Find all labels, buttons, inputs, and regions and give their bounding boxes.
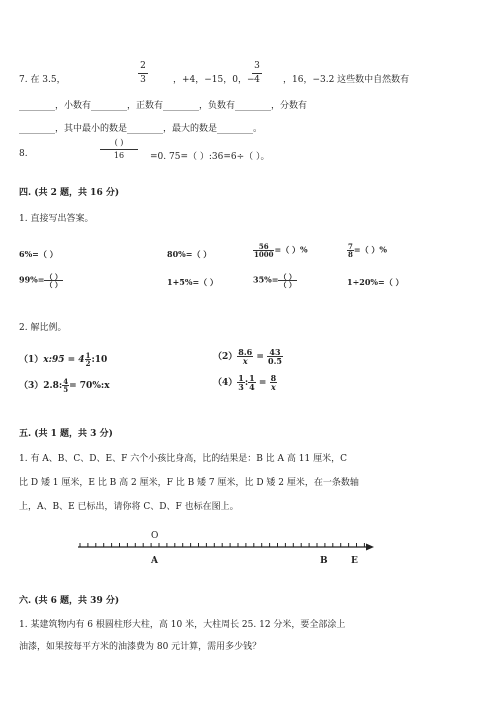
s4-r2-c1-den: （ ） xyxy=(45,280,62,289)
s4-p2-a-den: x xyxy=(242,356,248,366)
s4-p4: （4） $\frac{1}{3}$ : $\frac{1}{4}$ = $\frac{8}{x}$ xyxy=(213,373,277,392)
s4-p1-frac-num: 1 xyxy=(85,351,91,360)
s4-r2-c4: 1÷20%=（ ） xyxy=(347,277,404,287)
section-5-title: 五. (共 1 题，共 3 分) xyxy=(19,429,113,439)
q8-frac-den: 16 xyxy=(113,151,125,160)
s4-p1-pre: （1） xyxy=(19,355,44,365)
q7-line2: ________，小数有________，正数有________，负数有________，分数有 xyxy=(19,101,308,111)
s4-p3-main: 2.8: xyxy=(43,381,63,391)
s4-p4-b-num: 1 xyxy=(249,373,255,383)
number-line-point-b-label: B xyxy=(320,556,328,566)
s6-line2: 油漆，如果按每平方米的油漆费为 80 元计算，需用多少钱？ xyxy=(19,642,262,652)
s4-r2-c1-num: （ ） xyxy=(45,272,62,281)
s4-r1-c3-rest: =（ ）% xyxy=(274,244,308,255)
s4-p2-pre: （2） xyxy=(213,352,238,362)
s4-p2-b-den: 0.5 xyxy=(268,356,282,366)
number-line-arrow xyxy=(366,544,374,551)
s4-p3-pre: （3） xyxy=(19,381,44,391)
s4-p3-frac-den: 5 xyxy=(63,385,69,394)
q8-label: 8. xyxy=(19,149,28,159)
s4-r1-c2: 80%=（ ） xyxy=(167,249,212,259)
number-line-point-e-label: E xyxy=(351,556,358,566)
q7-frac-a-den: 3 xyxy=(140,75,146,85)
s4-p1-frac-den: 2 xyxy=(85,359,91,368)
s6-line1: 1. 某建筑物内有 6 根圆柱形大柱，高 10 米，大柱周长 25. 12 分米，要全部涂上 xyxy=(19,620,346,630)
s5-line3: 上，A、B、E 已标出，请你将 C、D、F 也标在图上。 xyxy=(19,502,239,512)
s4-p1-main: x:95 = 4 xyxy=(43,355,85,365)
s4-r2-c2: 1+5%=（ ） xyxy=(167,277,218,287)
q7-line1-b: ，+4，−15，0，− xyxy=(173,75,255,85)
q8-rest: =0. 75=（ ）:36=6÷（ ）。 xyxy=(150,152,270,162)
section-4-title: 四. (共 2 题，共 16 分) xyxy=(19,188,120,198)
s4-r2-c1-pre: 99%= xyxy=(19,274,45,285)
q7-frac-a-num: 2 xyxy=(140,61,146,71)
s4-p4-a-num: 1 xyxy=(238,373,244,383)
number-line-point-a-label: A xyxy=(151,556,158,566)
s4-p4-b-den: 4 xyxy=(249,382,255,392)
q7-frac-b-num: 3 xyxy=(254,61,260,71)
q8-frac-num: ( ) xyxy=(114,138,124,147)
section-6-title: 六. (共 6 题，共 39 分) xyxy=(19,596,120,606)
s4-p3-frac-num: 4 xyxy=(63,377,69,386)
s4-r1-c3-num: 56 xyxy=(253,243,274,251)
s4-r2-c3-den: （ ） xyxy=(279,280,296,289)
s4-r1-c4-rest: =（ ）% xyxy=(353,244,387,255)
number-line xyxy=(78,543,374,551)
s4-p4-c-den: x xyxy=(270,382,276,392)
s4-p4-pre: （4） xyxy=(213,378,238,388)
s4-r1-c3-den: 1000 xyxy=(254,250,274,259)
s4-p2-b-num: 43 xyxy=(267,348,283,357)
s4-r2-c3-pre: 35%= xyxy=(253,274,279,285)
s4-p3-post: = 70%:x xyxy=(69,381,110,391)
q7-frac-b-den: 4 xyxy=(254,75,260,85)
s4-r1-c1: 6%=（ ） xyxy=(19,249,58,259)
number-line-origin-label: O xyxy=(151,531,159,541)
s4-p4-c-num: 8 xyxy=(270,373,277,383)
q7-line3: ________，其中最小的数是________，最大的数是________。 xyxy=(19,124,263,134)
q7-line1-a: 7. 在 3.5， xyxy=(19,75,66,85)
s4-q1-label: 1. 直接写出答案。 xyxy=(19,214,94,224)
s4-r1-c4-den: 8 xyxy=(348,250,353,259)
q7-line1-c: ，16，−3.2 这些数中自然数有 xyxy=(283,75,410,85)
s4-p2-a-num: 8.6 xyxy=(238,347,253,357)
s5-line1: 1. 有 A、B、C、D、E、F 六个小孩比身高，比的结果是：B 比 A 高 11 厘米，C xyxy=(19,454,347,464)
s4-p4-a-den: 3 xyxy=(238,382,244,392)
s4-r1-c4-num: 7 xyxy=(348,242,353,251)
s4-p2: （2） $\frac{8.6}{x}$ = $\frac{43}{0.5}$ xyxy=(213,347,282,366)
s4-q2-label: 2. 解比例。 xyxy=(19,323,67,333)
s4-p1-post: :10 xyxy=(91,355,108,365)
s5-line2: 比 D 矮 1 厘米，E 比 B 高 2 厘米，F 比 B 矮 7 厘米，比 D 矮 2 厘米，在一条数轴 xyxy=(19,478,359,488)
s4-r2-c3-num: （ ） xyxy=(279,272,296,281)
